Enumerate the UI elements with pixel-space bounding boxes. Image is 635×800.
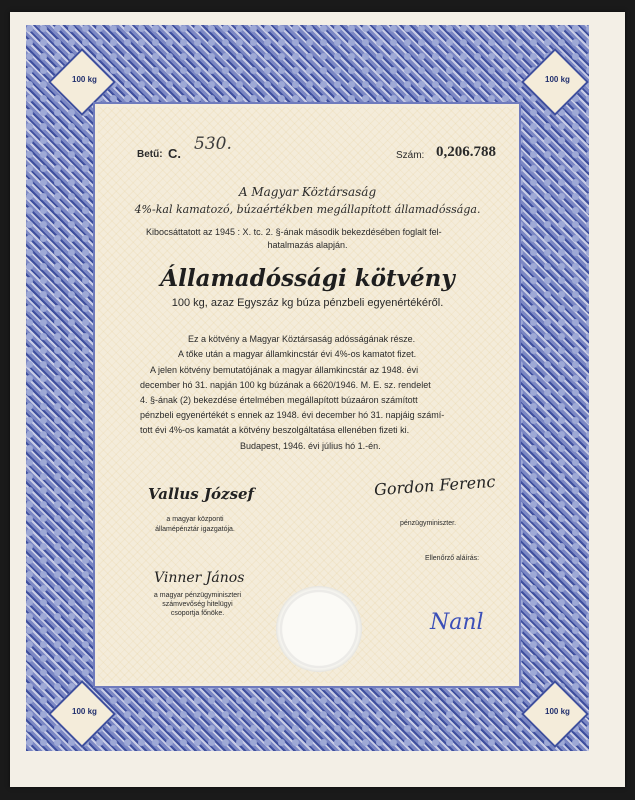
signature-left-1: Vallus József [148,485,255,503]
signature-left-1-role-line1: a magyar központi [166,516,224,523]
handwritten-number: 530. [194,134,232,154]
signature-left-2-role-line3: csoportja főnöke. [170,610,225,617]
issuer-line2: 4%-kal kamatozó, búzaértékben megállapított államadóssága. [134,203,481,216]
document-subtitle: 100 kg, azaz Egyszáz kg búza pénzbeli egyenértékéről. [171,297,444,309]
corner-br-label: 100 kg [545,707,570,717]
control-signature: Nanl [430,610,484,635]
serial-label: Szám: [396,150,425,161]
signature-right-1: Gordon Ferenc [373,471,496,500]
body-line-4: pénzbeli egyenértékét s ennek az 1948. évi december hó 31. napjáig számí- [140,410,445,420]
authority-line2: hatalmazás alapján. [267,240,348,250]
body-line-3: 4. §-ának (2) bekezdése értelmében megállapított búzaáron számított [140,395,418,405]
signature-left-2-role-line1: a magyar pénzügyminiszteri [153,592,242,599]
control-signature-label: Ellenőrző aláírás: [425,555,480,562]
body-paragraph-1: Ez a kötvény a Magyar Köztársaság adósságának része. [188,334,416,344]
serial-number: 0,206.788 [436,144,496,160]
body-line-2: december hó 31. napján 100 kg búzának a 6620/1946. M. E. sz. rendelet [140,380,431,390]
series-label: Betű: [137,149,163,160]
body-line-5: tott évi 4%-os kamatát a kötvény beszolgáltatása ellenében fizeti ki. [140,425,410,435]
signature-left-1-role-line2: államépénztár igazgatója. [155,526,235,533]
signature-left-2: Vinner János [154,570,245,586]
series-value: C. [168,146,181,161]
document-title: Államadóssági kötvény [160,265,455,292]
body-line-1: A jelen kötvény bemutatójának a magyar államkincstár az 1948. évi [150,365,419,375]
body-paragraph-2: A tőke után a magyar államkincstár évi 4%-os kamatot fizet. [178,349,417,359]
corner-tl-label: 100 kg [72,75,97,85]
embossed-seal [276,586,362,672]
signature-right-1-role: pénzügyminiszter. [400,520,457,527]
place-date: Budapest, 1946. évi július hó 1.-én. [240,441,381,451]
authority-line1: Kibocsáttatott az 1945 : X. tc. 2. §-ának második bekezdésében foglalt fel- [146,227,442,237]
issuer-line1: A Magyar Köztársaság [238,185,377,199]
signature-left-2-role-line2: számvevőség hitelügyi [162,601,233,608]
corner-bl-label: 100 kg [72,707,97,717]
corner-tr-label: 100 kg [545,75,570,85]
